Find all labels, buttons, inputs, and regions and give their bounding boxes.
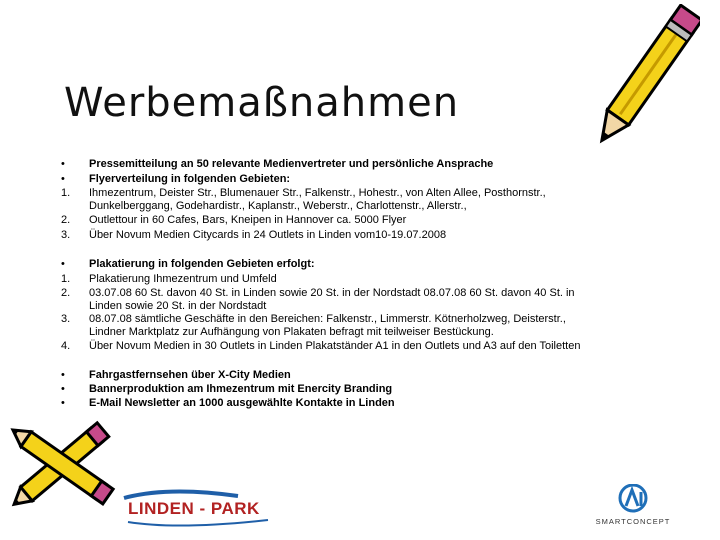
list-marker: 3. <box>61 313 71 325</box>
list-item-text: Plakatierung Ihmezentrum und Umfeld <box>89 273 277 285</box>
list-item <box>0 273 720 286</box>
list-item <box>0 340 720 353</box>
list-item <box>0 287 720 300</box>
list-marker: 4. <box>61 340 71 352</box>
list-item-text: Dunkelberggang, Godehardistr., Kaplanstr., Weberstr., Charlottenstr., Allerstr., <box>89 200 467 212</box>
list-item <box>0 214 720 227</box>
list-marker: • <box>61 258 65 270</box>
list-item-text: Linden sowie 20 St. in der Nordstadt <box>89 300 267 312</box>
list-marker: 2. <box>61 214 71 226</box>
list-item-text: Lindner Marktplatz zur Aufhängung von Plakaten befragt mit teilweiser Bestückung. <box>89 326 494 338</box>
list-item-text: Outlettour in 60 Cafes, Bars, Kneipen in Hannover ca. 5000 Flyer <box>89 214 407 226</box>
list-item-text: Über Novum Medien in 30 Outlets in Linden Plakatständer A1 in den Outlets und A3 auf den Toiletten <box>89 340 581 352</box>
list-item-text: Bannerproduktion am Ihmezentrum mit Enercity Branding <box>89 383 393 395</box>
list-item-text: Über Novum Medien Citycards in 24 Outlets in Linden vom10-19.07.2008 <box>89 229 447 241</box>
list-item-text: Ihmezentrum, Deister Str., Blumenauer Str., Falkenstr., Hohestr., von Alten Allee, Posthornstr., <box>89 187 546 199</box>
list-item-text: Plakatierung in folgenden Gebieten erfolgt: <box>89 258 315 270</box>
list-marker: 1. <box>61 273 71 285</box>
list-marker: • <box>61 173 65 185</box>
list-item <box>0 369 720 382</box>
smartconcept-logo-text: SMARTCONCEPT <box>595 517 671 526</box>
list-item <box>0 383 720 396</box>
list-marker: • <box>61 369 65 381</box>
list-item <box>0 229 720 242</box>
crossed-pencils-icon <box>0 400 124 536</box>
list-marker: 1. <box>61 187 71 199</box>
list-item-text: Pressemitteilung an 50 relevante Medienvertreter und persönliche Ansprache <box>89 158 494 170</box>
list-item-text: 03.07.08 60 St. davon 40 St. in Linden sowie 20 St. in der Nordstadt 08.07.08 60 St. davon 40 St. in <box>89 287 575 299</box>
list-marker: • <box>61 383 65 395</box>
list-item-text: E-Mail Newsletter an 1000 ausgewählte Kontakte in Linden <box>89 397 395 409</box>
list-item <box>0 200 720 213</box>
list-marker: • <box>61 158 65 170</box>
list-item-text: Fahrgastfernsehen über X-City Medien <box>89 369 291 381</box>
linden-park-logo-text: LINDEN - PARK <box>128 499 260 518</box>
list-item-text: Flyerverteilung in folgenden Gebieten: <box>89 173 291 185</box>
list-item <box>0 187 720 200</box>
list-marker: 2. <box>61 287 71 299</box>
list-item <box>0 258 720 271</box>
list-item-text: 08.07.08 sämtliche Geschäfte in den Bereichen: Falkenstr., Limmerstr. Kötnerholzweg, Deisterstr., <box>89 313 566 325</box>
list-item <box>0 326 720 339</box>
list-marker: 3. <box>61 229 71 241</box>
slide-title: Werbemaßnahmen <box>64 80 460 126</box>
list-item <box>0 173 720 186</box>
list-item <box>0 313 720 326</box>
list-marker: • <box>61 397 65 409</box>
list-item <box>0 158 720 171</box>
list-item <box>0 300 720 313</box>
